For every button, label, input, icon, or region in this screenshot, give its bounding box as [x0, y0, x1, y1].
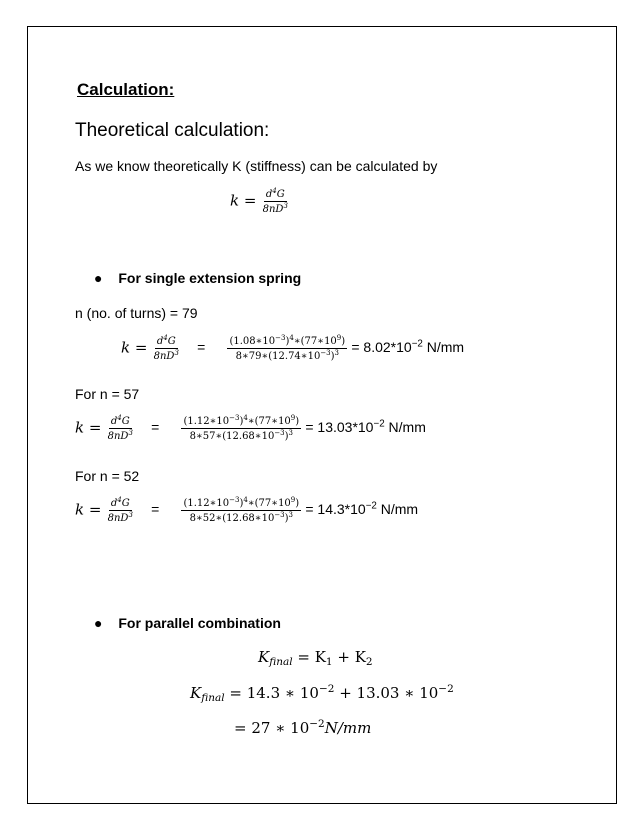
- calc2-formula-fraction: $\frac{d^4G}{8nD^3}$: [107, 414, 133, 442]
- calculation-heading: Calculation:: [77, 80, 175, 99]
- n52-label: For n = 52: [75, 468, 140, 484]
- stiffness-formula: [230, 188, 290, 215]
- bullet-single-spring: ● For single extension spring: [94, 270, 302, 286]
- parallel-eq-1: $K_{final} = K_1 + K_2$: [258, 648, 373, 669]
- turns-line: n (no. of turns) = 79: [75, 305, 198, 321]
- bullet-icon: ●: [94, 270, 103, 286]
- calc-n52: k = $\frac{d^4G}{8nD^3}$ = $\frac{(1.12∗10^{-3})^4∗(77∗10^9)}{8∗52∗(12.68∗10^{-3})^3}$ = $14.3*10^{-2}$ N/mm: [75, 496, 419, 524]
- formula-lhs: k =: [230, 191, 257, 210]
- calc3-formula-fraction: $\frac{d^4G}{8nD^3}$: [107, 496, 133, 524]
- bullet-icon: ●: [94, 615, 103, 631]
- calc3-result: = $14.3*10^{-2}$ N/mm: [305, 500, 419, 518]
- bullet-parallel: ● For parallel combination: [94, 615, 281, 631]
- calc2-value-fraction: $\frac{(1.12∗10^{-3})^4∗(77∗10^9)}{8∗57∗(12.68∗10^{-3})^3}$: [183, 414, 300, 442]
- parallel-eq-3: = 27 ∗ $10^{-2}N/mm$: [234, 718, 372, 737]
- intro-text: As we know theoretically K (stiffness) can be calculated by: [75, 158, 438, 174]
- calc1-formula-fraction: $\frac{d^4G}{8nD^3}$: [153, 334, 179, 362]
- calc1-result: = $8.02*10^{-2}$ N/mm: [351, 338, 465, 356]
- theoretical-subheading: Theoretical calculation:: [75, 120, 270, 141]
- calc2-result: = $13.03*10^{-2}$ N/mm: [305, 418, 426, 436]
- calc3-value-fraction: $\frac{(1.12∗10^{-3})^4∗(77∗10^9)}{8∗52∗(12.68∗10^{-3})^3}$: [183, 496, 300, 524]
- calc-n57: k = $\frac{d^4G}{8nD^3}$ = $\frac{(1.12∗10^{-3})^4∗(77∗10^9)}{8∗57∗(12.68∗10^{-3})^3}$ = $13.03*10^{-2}$ N/mm: [75, 414, 426, 442]
- formula-fraction: $\frac{d^4G}{8nD^3}$: [262, 187, 288, 215]
- calc-n79: k = $\frac{d^4G}{8nD^3}$ = $\frac{(1.08∗10^{-3})^4∗(77∗10^9)}{8∗79∗(12.74∗10^{-3})^3}$ = $8.02*10^{-2}$ N/mm: [121, 334, 465, 362]
- parallel-eq-2: $K_{final} = 14.3$ ∗ $10^{-2} + 13.03$ ∗ $10^{-2}$: [190, 683, 454, 704]
- calc1-value-fraction: $\frac{(1.08∗10^{-3})^4∗(77∗10^9)}{8∗79∗(12.74∗10^{-3})^3}$: [229, 334, 346, 362]
- n57-label: For n = 57: [75, 386, 140, 402]
